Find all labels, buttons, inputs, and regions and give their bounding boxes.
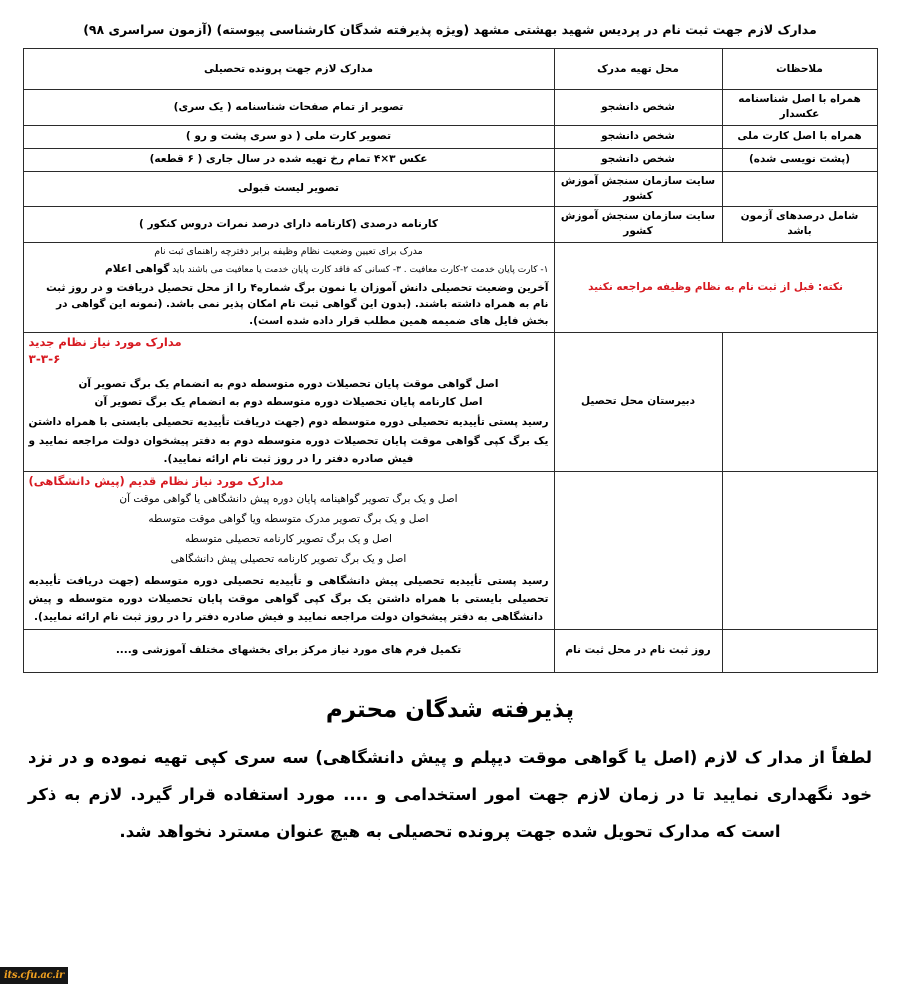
cell-document: تصویر از تمام صفحات شناسنامه ( یک سری) (23, 90, 554, 125)
cell-note (722, 171, 877, 206)
military-options-emphasis: گواهی اعلام (105, 263, 170, 276)
military-options (29, 262, 549, 277)
cell-note: شامل درصدهای آزمون باشد (722, 207, 877, 242)
cell-note: همراه با اصل کارت ملی (722, 125, 877, 148)
cell-source: روز ثبت نام در محل ثبت نام (554, 629, 722, 672)
table-head (23, 49, 877, 90)
cell-new-system-documents (23, 332, 554, 471)
table-row (23, 148, 877, 171)
notice-title: پذیرفته شدگان محترم (325, 696, 575, 723)
watermark-url-text: its.cfu.ac.ir (4, 970, 64, 981)
table-row (23, 171, 877, 206)
old-system-paragraph: رسید پستی تأییدیه تحصیلی پیش دانشگاهی و تأییدیه تحصیلی دوره متوسطه (جهت دریافت تأییدیه تحصیلی بایستی با همراه داشتن یک برگ کپی گواهی موقت پایان تحصیلات دوره متوسطه و پیش دانشگاهی به دفتر پیشخوان دولت مراجعه نمایید و فیش صادره دفتر را در روز ثبت نام ارائه نمایید). (28, 574, 549, 624)
old-system-item: اصل و یک برگ تصویر مدرک متوسطه ویا گواهی موقت متوسطه (148, 512, 429, 525)
old-system-item: اصل و یک برگ تصویر گواهینامه پایان دوره پیش دانشگاهی یا گواهی موقت آن (119, 492, 458, 505)
cell-note (722, 629, 877, 672)
cell-document: عکس ۳×۴ تمام رخ تهیه شده در سال جاری ( ۶ قطعه) (23, 148, 554, 171)
table-row (23, 207, 877, 242)
column-header-source: محل تهیه مدرک (554, 49, 722, 90)
new-system-heading: مدارک مورد نیاز نظام جدید (28, 334, 182, 349)
new-system-code: ۳-۳-۶ (28, 352, 61, 367)
table-row (23, 90, 877, 125)
cell-military-documents (23, 242, 554, 332)
cell-note (722, 471, 877, 629)
old-system-item: اصل و یک برگ تصویر کارنامه تحصیلی متوسطه (185, 532, 392, 545)
site-watermark (0, 967, 68, 984)
cell-source: دبیرستان محل تحصیل (554, 332, 722, 471)
cell-document: تصویر کارت ملی ( دو سری پشت و رو ) (23, 125, 554, 148)
new-system-item: اصل کارنامه پایان تحصیلات دوره متوسطه دوم به انضمام یک برگ تصویر آن (94, 396, 483, 409)
page-title: مدارک لازم جهت ثبت نام در پردیس شهید بهشتی مشهد (ویژه پذیرفته شدگان کارشناسی پیوسته) (آزمون سراسری ۹۸) (83, 22, 817, 37)
cell-note: همراه با اصل شناسنامه عکسدار (722, 90, 877, 125)
new-system-item: اصل گواهی موقت پایان تحصیلات دوره متوسطه دوم به انضمام یک برگ تصویر آن (78, 377, 499, 390)
bottom-notice (22, 673, 878, 850)
table-row-new-system (23, 332, 877, 471)
military-intro: مدرک برای تعیین وضعیت نظام وظیفه برابر دفترچه راهنمای ثبت نام (154, 245, 423, 257)
cell-source: شخص دانشجو (554, 148, 722, 171)
cell-source (554, 471, 722, 629)
table-row (23, 125, 877, 148)
table-body (23, 90, 877, 673)
documents-table (23, 48, 878, 673)
cell-document: کارنامه درصدی (کارنامه دارای درصد نمرات دروس کنکور ) (23, 207, 554, 242)
column-header-notes: ملاحظات (722, 49, 877, 90)
cell-source: سایت سازمان سنجش آموزش کشور (554, 171, 722, 206)
cell-source: شخص دانشجو (554, 125, 722, 148)
table-row-old-system (23, 471, 877, 629)
cell-source: شخص دانشجو (554, 90, 722, 125)
notice-body: لطفاً از مدار ک لازم (اصل یا گواهی موقت دیپلم و پیش دانشگاهی) سه سری کپی تهیه نموده و در نزد خود نگهداری نمایید تا در زمان لازم جهت امور استخدامی و .... مورد استفاده قرار گیرد. لازم به ذکر است که مدارک تحویل شده جهت پرونده تحصیلی به هیچ عنوان مسترد نخواهد شد. (28, 747, 872, 842)
cell-note (722, 332, 877, 471)
cell-source: سایت سازمان سنجش آموزش کشور (554, 207, 722, 242)
military-options-text: ۱- کارت پایان خدمت ۲-کارت معافیت . ۳- کسانی که فاقد کارت پایان خدمت یا معافیت می باشند باید (172, 265, 549, 276)
old-system-heading: مدارک مورد نیاز نظام قدیم (پیش دانشگاهی) (28, 473, 284, 488)
table-row-military-service (23, 242, 877, 332)
cell-old-system-documents (23, 471, 554, 629)
new-system-paragraph: رسید پستی تأییدیه تحصیلی دوره متوسطه دوم (جهت دریافت تأییدیه تحصیلی بایستی با همراه داشتن یک برگ کپی گواهی موقت پایان تحصیلات دوره متوسطه دوم به دفتر پیشخوان دولت مراجعه نمایید و فیش صادره دفتر را در روز ثبت نام ارائه نمایید). (28, 416, 549, 466)
cell-document: تصویر لیست قبولی (23, 171, 554, 206)
cell-note: (پشت نویسی شده) (722, 148, 877, 171)
military-service-warning: نکته: قبل از ثبت نام به نظام وظیفه مراجعه نکنید (554, 242, 877, 332)
old-system-item: اصل و یک برگ تصویر کارنامه تحصیلی پیش دانشگاهی (170, 552, 407, 565)
table-row (23, 629, 877, 672)
military-body: آخرین وضعیت تحصیلی دانش آموزان یا نمون برگ شماره۴ را از محل تحصیل دریافت و در روز ثبت نام به همراه داشته باشند. (بدون این گواهی ثبت نام امکان پذیر نمی باشد. (نمونه این گواهی در بخش فایل های ضمیمه همین مطلب قرار داده شده است). (46, 281, 549, 328)
cell-document: تکمیل فرم های مورد نیاز مرکز برای بخشهای مختلف آموزشی و.... (23, 629, 554, 672)
column-header-documents: مدارک لازم جهت پرونده تحصیلی (23, 49, 554, 90)
table-header-row (23, 49, 877, 90)
